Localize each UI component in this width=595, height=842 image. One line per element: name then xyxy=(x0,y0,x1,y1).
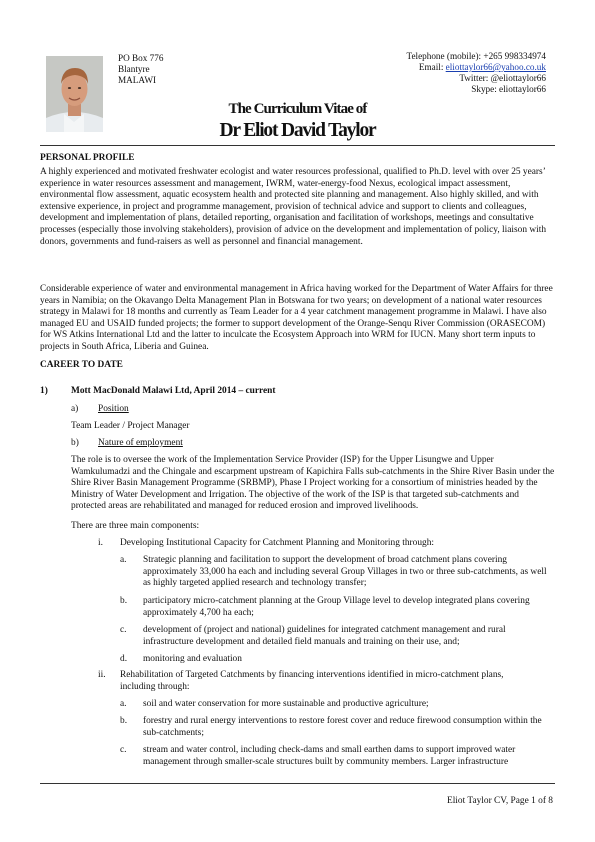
skype-handle: Skype: eliottaylor66 xyxy=(471,84,546,94)
job-number: 1) xyxy=(40,386,48,396)
email-link[interactable]: eliottaylor66@yahoo.co.uk xyxy=(445,62,546,72)
profile-paragraph: A highly experienced and motivated freshwater ecologist and water resources professional, qualified to Ph.D. level with over 25 years’ experience in water resources assessment and management, IWRM, water-energy-food Nexus, ecological impact assessment, environmental flow assessment, aquatic ecosystem health and protected site planning and management. Also highly skilled, and with extensive experience, in project and programme management, provision of technical advice and support to clients and colleagues, development and implementation of plans, detailed reporting, organisation and facilitation of workshops, meetings and consultative processes (especially those involving stakeholders), provision of advice on the development and implementation of policy, liaison with donors, governments and fund-raisers as well as personnel and financial management. xyxy=(40,167,547,247)
list-item: soil and water conservation for more sustainable and productive agriculture; xyxy=(143,699,429,709)
cv-name: Dr Eliot David Taylor xyxy=(219,120,376,141)
list-item: development of (project and national) guidelines for integrated catchment management and rural infrastructure development and detailed field manuals and training on their use, and; xyxy=(143,625,506,647)
list-item-letter: a. xyxy=(120,699,127,709)
section-heading-career: CAREER TO DATE xyxy=(40,360,123,370)
profile-paragraph: Considerable experience of water and environmental management in Africa having worked for the Department of Water Affairs for three years in Namibia; on the Okavango Delta Management Plan in Botswana for two years; on development of a national water resources strategy in Malawi for 18 months and currently as Team Leader for a 4 year catchment management programme in Malawi. I have also managed EU and USAID funded projects; the former to support development of the Orange-Senqu River Commission (ORASECOM) for WS Atkins International Ltd and the latter to inculcate the Ecosystem Approach into WRM for IUCN. Many short term inputs to projects in South Africa, Liberia and Guinea. xyxy=(40,284,553,352)
job-title: Mott MacDonald Malawi Ltd, April 2014 – current xyxy=(71,386,276,396)
address-line: MALAWI xyxy=(118,75,157,85)
email-line xyxy=(406,62,546,73)
cv-title: The Curriculum Vitae of xyxy=(228,101,367,117)
position-value: Team Leader / Project Manager xyxy=(71,421,190,431)
list-item: stream and water control, including check-dams and small earthen dams to support improved water management through smaller-scale structures built by community members. Larger infrastructure xyxy=(143,745,516,767)
contact-details xyxy=(406,51,546,95)
list-item: forestry and rural energy interventions to restore forest cover and reduce firewood consumption within the sub-catchments; xyxy=(143,716,542,738)
component-title: Rehabilitation of Targeted Catchments by financing interventions identified in micro-catchment plans, including through: xyxy=(120,670,504,692)
component-title: Developing Institutional Capacity for Catchment Planning and Monitoring through: xyxy=(120,538,435,548)
list-item-letter: c. xyxy=(120,745,127,755)
list-item-letter: a. xyxy=(120,555,127,565)
postal-address xyxy=(118,53,163,86)
list-item-letter: b. xyxy=(120,596,128,606)
subsection-letter: a) xyxy=(71,404,79,414)
address-line: PO Box 776 xyxy=(118,53,164,63)
role-description: The role is to oversee the work of the Implementation Service Provider (ISP) for the Upper Lisungwe and Upper Wamkulumadzi and the Chingale and escarpment upstream of Kapichira Falls sub-catchments in the Shire River Basin under the Shire River Basin Management Programme (SRBMP), Phase I Project working for a consortium of ministries headed by the Ministry of Water Development and Irrigation. The objective of the work of the ISP is that targeted sub-catchments and protected areas are rehabilitated and managed for reduced erosion and improved livelihoods. xyxy=(71,455,555,512)
email-label: Email: xyxy=(418,62,446,72)
list-item-letter: b. xyxy=(120,716,128,726)
subsection-heading-position: Position xyxy=(98,404,129,414)
page-footer: Eliot Taylor CV, Page 1 of 8 xyxy=(446,796,553,806)
twitter-handle: Twitter: @eliottaylor66 xyxy=(459,73,546,83)
address-line: Blantyre xyxy=(118,64,150,74)
subsection-heading-employment: Nature of employment xyxy=(98,438,183,448)
list-item: Strategic planning and facilitation to support the development of broad catchment plans covering approximately 33,000 ha each and including several Group Villages in two or three sub-catchments, as well as highly targeted applied research and technology transfer; xyxy=(143,555,547,589)
components-intro: There are three main components: xyxy=(71,521,200,531)
subsection-letter: b) xyxy=(71,438,79,448)
component-number: ii. xyxy=(98,670,106,680)
phone-number: Telephone (mobile): +265 998334974 xyxy=(406,51,546,61)
list-item: monitoring and evaluation xyxy=(143,654,242,664)
footer-divider xyxy=(40,783,555,784)
list-item-letter: d. xyxy=(120,654,128,664)
list-item-letter: c. xyxy=(120,625,127,635)
section-heading-profile: PERSONAL PROFILE xyxy=(40,153,135,163)
list-item: participatory micro-catchment planning at the Group Village level to develop integrated plans covering approximately 4,700 ha each; xyxy=(143,596,530,618)
header-divider xyxy=(40,145,555,146)
component-number: i. xyxy=(98,538,103,548)
